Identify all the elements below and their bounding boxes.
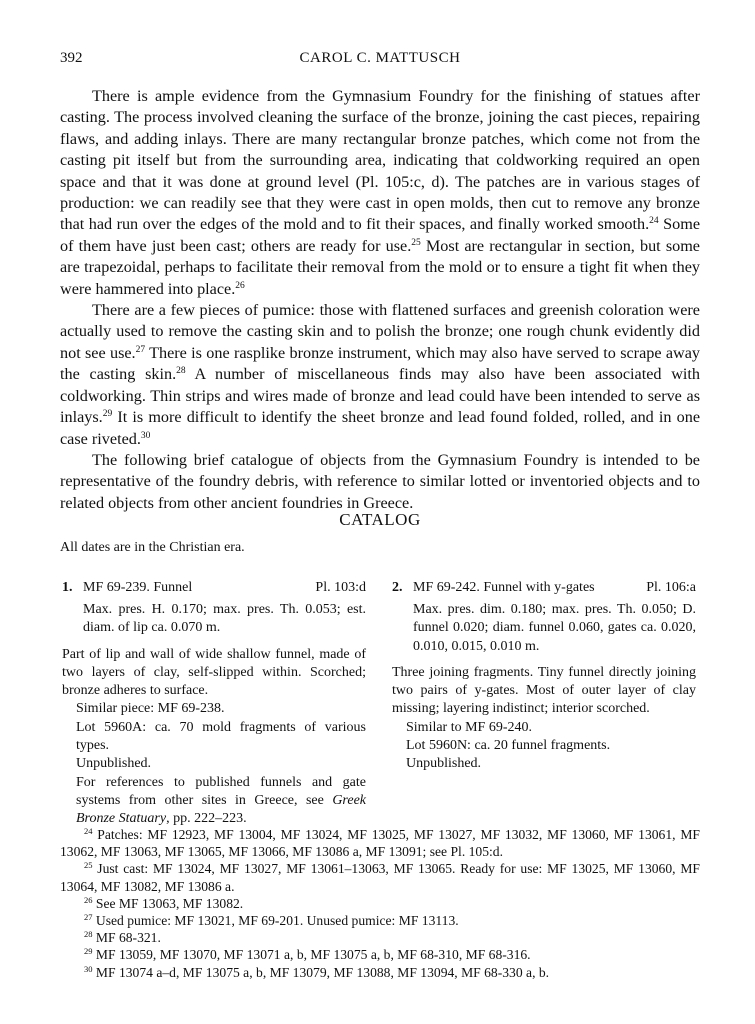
entry-lot: Lot 5960N: ca. 20 funnel fragments. xyxy=(406,738,611,754)
entry-lot: Lot 5960A: ca. 70 mold fragments of various types. xyxy=(76,719,366,754)
catalog-entry-2 xyxy=(392,579,696,774)
footnote-ref-28[interactable]: 28 xyxy=(176,366,186,377)
entry-measurements: Max. pres. dim. 0.180; max. pres. Th. 0.050; D. funnel 0.020; diam. funnel 0.060, gates ca. 0.020, 0.010, 0.015, 0.010 m. xyxy=(413,602,696,654)
running-head: CAROL C. MATTUSCH xyxy=(299,50,461,66)
footnote-ref-27[interactable]: 27 xyxy=(135,344,146,355)
footnote-25: $^{25}$ Just cast: MF 13024, MF 13027, MF 13061–13063, MF 13065. Ready for use: MF 13025, MF 13060, MF 13064, MF 13082, MF 13086 a. xyxy=(60,860,700,894)
entry-measurements: Max. pres. H. 0.170; max. pres. Th. 0.053; est. diam. of lip ca. 0.070 m. xyxy=(83,602,366,636)
entry-references: For references to published funnels and gate systems from other sites in Greece, see Greek Bronze Statuary, pp. 222–223. xyxy=(76,774,366,827)
footnote-24: $^{24}$ Patches: MF 12923, MF 13004, MF 13024, MF 13025, MF 13027, MF 13032, MF 13060, MF 13061, MF 13062, MF 13063, MF 13065, MF 13066, MF 13086 a, MF 13091; see Pl. 105:d. xyxy=(60,826,700,860)
paragraph-3: The following brief catalogue of objects from the Gymnasium Foundry is intended to be representative of the foundry debris, with reference to similar lotted or inventoried objects and to related objects from other ancient foundries in Greece. xyxy=(60,450,700,512)
footnote-ref-30[interactable]: 30 xyxy=(140,430,151,441)
entry-similar: Similar piece: MF 69-238. xyxy=(76,701,225,717)
page-header xyxy=(60,50,700,70)
footnote-26: $^{26}$ See MF 13063, MF 13082. xyxy=(84,894,244,911)
footnotes xyxy=(60,826,700,981)
footnote-ref-25[interactable]: 25 xyxy=(411,237,421,248)
entry-number: 1. xyxy=(62,580,73,595)
footnote-ref-26[interactable]: 26 xyxy=(235,280,245,291)
entry-similar: Similar to MF 69-240. xyxy=(406,719,533,735)
entry-id-title: MF 69-239. Funnel xyxy=(83,580,193,595)
catalog-heading: CATALOG xyxy=(339,510,421,529)
footnote-28: $^{28}$ MF 68-321. xyxy=(84,929,161,946)
footnote-ref-29[interactable]: 29 xyxy=(102,409,113,420)
entry-publication: Unpublished. xyxy=(76,756,152,772)
page-number: 392 xyxy=(60,50,83,66)
entry-description: Part of lip and wall of wide shallow funnel, made of two layers of clay, self-slipped within. Scorched; bronze adheres to surface. xyxy=(62,646,366,699)
plate-reference[interactable]: Pl. 106:a xyxy=(646,580,696,595)
footnote-30: $^{30}$ MF 13074 a–d, MF 13075 a, b, MF 13079, MF 13088, MF 13094, MF 68-330 a, b. xyxy=(84,963,550,980)
footnote-27: $^{27}$ Used pumice: MF 13021, MF 69-201. Unused pumice: MF 13113. xyxy=(84,912,459,929)
plate-reference[interactable]: Pl. 103:d xyxy=(315,580,366,595)
book-title: Greek Bronze Statuary xyxy=(76,792,366,827)
footnote-ref-24[interactable]: 24 xyxy=(649,216,659,227)
entry-publication: Unpublished. xyxy=(406,756,482,772)
entry-number: 2. xyxy=(392,580,403,595)
entry-description: Three joining fragments. Tiny funnel directly joining two pairs of y-gates. Most of outer layer of clay missing; layering indistinct; interior scorched. xyxy=(392,664,696,717)
entry-id-title: MF 69-242. Funnel with y-gates xyxy=(413,580,595,595)
catalog-entry-1 xyxy=(62,579,366,829)
body-text xyxy=(60,86,700,514)
entry-heading xyxy=(392,579,696,597)
footnote-29: $^{29}$ MF 13059, MF 13070, MF 13071 a, b, MF 13075 a, b, MF 68-310, MF 68-316. xyxy=(84,946,531,963)
paragraph-2: There are a few pieces of pumice: those with flattened surfaces and greenish coloration were actually used to remove the casting skin and to polish the bronze; one rough chunk evidently did not see use.$^{27}$ There is one rasplike bronze instrument, which may also have served to scrape away the casting skin.$^{28}$ A number of miscellaneous finds may also have been associated with coldworking. Thin strips and wires made of bronze and lead could have been intended to serve as inlays.$^{29}$ It is more difficult to identify the sheet bronze and lead found folded, rolled, and in one case riveted.$^{30}$ xyxy=(60,301,700,448)
entry-heading xyxy=(62,579,366,597)
paragraph-1: There is ample evidence from the Gymnasium Foundry for the finishing of statues after casting. The process involved cleaning the surface of the bronze, joining the cast pieces, repairing flaws, and adding inlays. There are many rectangular bronze patches, which come not from the casting pit itself but from the surrounding area, indicating that coldworking required an open space and that it was done at ground level (Pl. 105:c, d). The patches are in various stages of production: we can readily see that they were cast in open molds, then cut to remove any bronze that had run over the edges of the mold and to fit their spaces, and finally worked smooth.$^{24}$ Some of them have just been cast; others are ready for use.$^{25}$ Most are rectangular in section, but some are trapezoidal, perhaps to facilitate their removal from the mold or to ensure a tight fit when they were hammered into place.$^{26}$ xyxy=(60,87,701,298)
dates-note: All dates are in the Christian era. xyxy=(60,540,245,555)
